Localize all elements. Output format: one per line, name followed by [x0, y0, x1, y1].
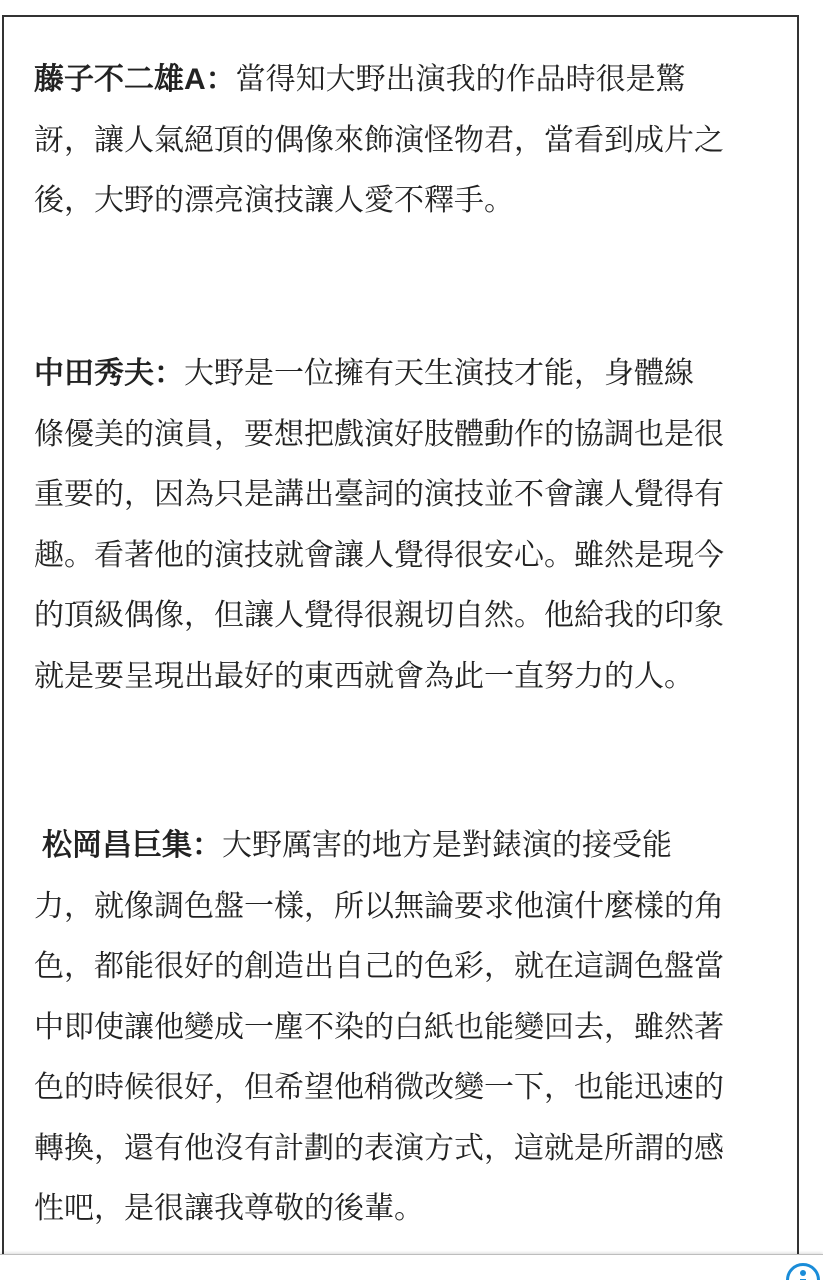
quote-text: 大野是一位擁有天生演技才能，身體線	[184, 356, 694, 391]
speaker-name: 松岡昌巨集：	[42, 829, 222, 862]
quote-nakata	[34, 344, 784, 707]
quote-line: 色的時候很好，但希望他稍微改變一下，也能迅速的	[34, 1070, 724, 1105]
quote-line: 趣。看著他的演技就會讓人覺得很安心。雖然是現今	[34, 537, 724, 573]
quote-text: 當得知大野出演我的作品時很是驚	[235, 62, 686, 97]
quote-line: 條優美的演員，要想把戲演好肢體動作的協調也是很	[34, 416, 724, 452]
quote-line: 色，都能很好的創造出自己的色彩，就在這調色盤當	[34, 949, 724, 984]
quote-line: 力，就像調色盤一樣，所以無論要求他演什麼樣的角	[34, 888, 724, 924]
quote-line: 性吧，是很讓我尊敬的後輩。	[34, 1191, 424, 1226]
quote-matsuoka	[34, 816, 792, 1240]
quote-line: 訝，讓人氣絕頂的偶像來飾演怪物君，當看到成片之	[34, 122, 724, 158]
quote-line: 重要的，因為只是講出臺詞的演技並不會讓人覺得有	[34, 477, 724, 512]
quote-text: 大野厲害的地方是對錶演的接受能	[222, 828, 672, 863]
quote-line	[34, 50, 784, 111]
quote-line: 後，大野的漂亮演技讓人愛不釋手。	[34, 183, 514, 218]
quote-fujiko	[34, 50, 784, 232]
bottom-toolbar	[0, 1254, 823, 1280]
quote-line: 轉換，還有他沒有計劃的表演方式，這就是所謂的感	[34, 1130, 724, 1166]
quote-line	[42, 816, 792, 877]
quote-line: 中即使讓他變成一塵不染的白紙也能變回去，雖然著	[34, 1009, 724, 1045]
quote-line: 就是要呈現出最好的東西就會為此一直努力的人。	[34, 658, 694, 694]
speaker-name: 藤子不二雄A：	[34, 63, 236, 96]
quote-line	[34, 344, 784, 405]
quote-line: 的頂級偶像，但讓人覺得很親切自然。他給我的印象	[34, 598, 724, 633]
speaker-name: 中田秀夫：	[34, 357, 184, 390]
